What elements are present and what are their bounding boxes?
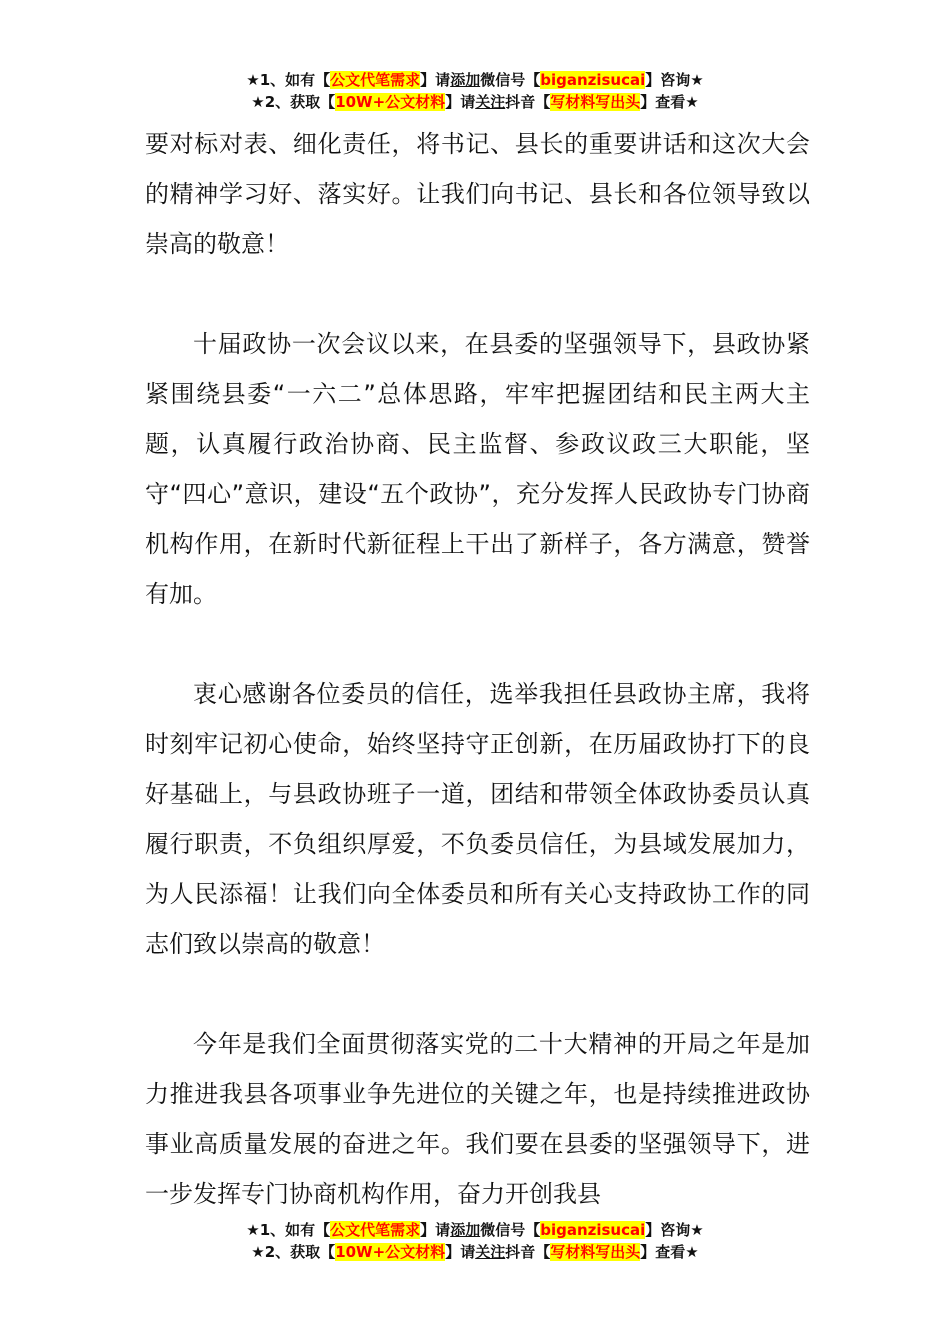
highlight-douyin: 写材料写出头 <box>550 93 641 111</box>
paragraph-3: 衷心感谢各位委员的信任，选举我担任县政协主席，我将时刻牢记初心使命，始终坚持守正创新，在历届政协打下的良好基础上，与县政协班子一道，团结和带领全体政协委员认真履行职责，不负组织厚爱，不负委员信任，为县域发展加力，为人民添福！让我们向全体委员和所有关心支持政协工作的同志们致以崇高的敬意！ <box>145 680 810 958</box>
highlight-materials: 10W+公文材料 <box>335 93 446 111</box>
document-body <box>145 119 810 1219</box>
highlight-douyin: 写材料写出头 <box>550 1243 641 1261</box>
footer-banner <box>0 1219 950 1263</box>
highlight-wechat-id: biganzisucai <box>540 71 646 89</box>
highlight-wechat-id: biganzisucai <box>540 1221 646 1239</box>
header-banner <box>0 69 950 113</box>
paragraph-4: 今年是我们全面贯彻落实党的二十大精神的开局之年是加力推进我县各项事业争先进位的关键之年，也是持续推进政协事业高质量发展的奋进之年。我们要在县委的坚强领导下，进一步发挥专门协商机构作用，奋力开创我县 <box>145 1030 810 1208</box>
footer-banner-line-2: ★2、获取【10W+公文材料】请关注抖音【写材料写出头】查看★ <box>251 1243 699 1261</box>
paragraph-gap <box>145 619 810 669</box>
highlight-service: 公文代笔需求 <box>330 71 421 89</box>
highlight-service: 公文代笔需求 <box>330 1221 421 1239</box>
header-banner-line-1: ★1、如有【公文代笔需求】请添加微信号【biganzisucai】咨询★ <box>246 71 704 89</box>
header-banner-line-2: ★2、获取【10W+公文材料】请关注抖音【写材料写出头】查看★ <box>251 93 699 111</box>
paragraph-2: 十届政协一次会议以来，在县委的坚强领导下，县政协紧紧围绕县委“一六二”总体思路，牢牢把握团结和民主两大主题，认真履行政治协商、民主监督、参政议政三大职能，坚守“四心”意识，建设“五个政协”，充分发挥人民政协专门协商机构作用，在新时代新征程上干出了新样子，各方满意，赞誉有加。 <box>145 330 810 608</box>
paragraph-gap <box>145 269 810 319</box>
paragraph-gap <box>145 969 810 1019</box>
highlight-materials: 10W+公文材料 <box>335 1243 446 1261</box>
footer-banner-line-1: ★1、如有【公文代笔需求】请添加微信号【biganzisucai】咨询★ <box>246 1221 704 1239</box>
paragraph-1: 要对标对表、细化责任，将书记、县长的重要讲话和这次大会的精神学习好、落实好。让我们向书记、县长和各位领导致以崇高的敬意！ <box>145 130 810 258</box>
